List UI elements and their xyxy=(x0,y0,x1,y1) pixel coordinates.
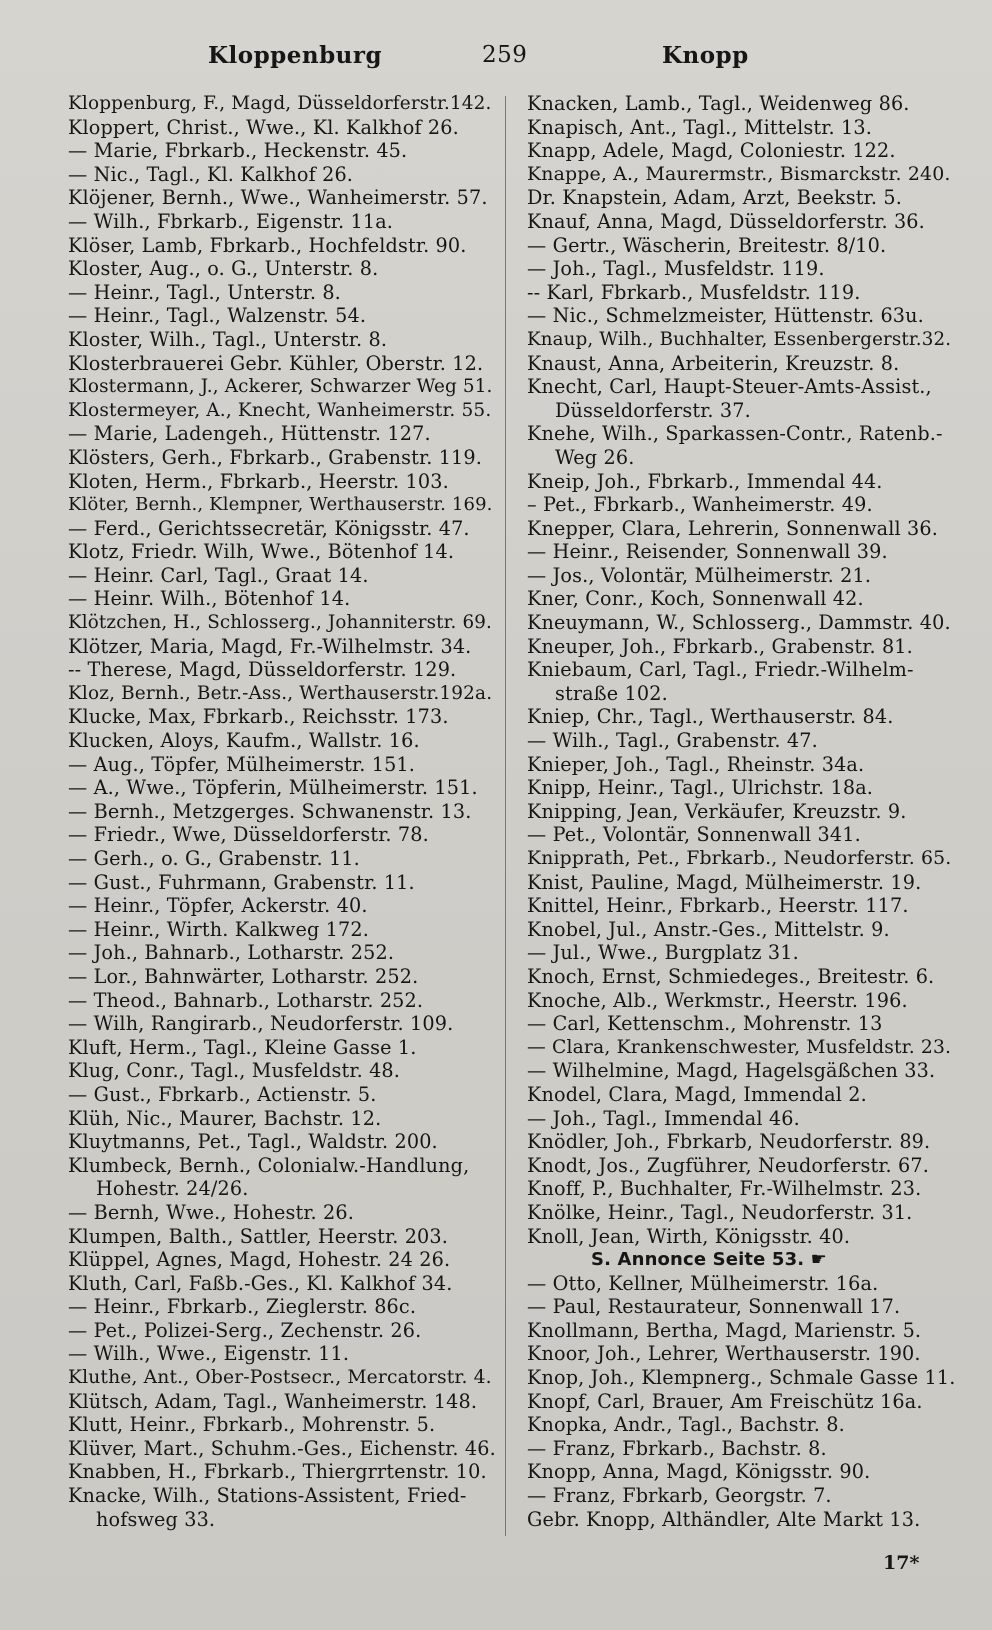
directory-entry: Klutt, Heinr., Fbrkarb., Mohrenstr. 5. xyxy=(68,1413,436,1437)
directory-entry: Klöjener, Bernh., Wwe., Wanheimerstr. 57. xyxy=(68,186,488,210)
directory-entry: — Heinr., Wirth. Kalkweg 172. xyxy=(68,917,369,941)
directory-entry: — Heinr., Tagl., Walzenstr. 54. xyxy=(68,304,367,328)
entry-continuation: Düsseldorferstr. 37. xyxy=(555,398,751,422)
directory-entry: — Gertr., Wäscherin, Breitestr. 8/10. xyxy=(527,233,887,257)
directory-entry: Klüver, Mart., Schuhm.-Ges., Eichenstr. 46. xyxy=(68,1436,496,1460)
directory-entry: — Jos., Volontär, Mülheimerstr. 21. xyxy=(527,563,872,587)
directory-entry: — Bernh, Wwe., Hohestr. 26. xyxy=(68,1200,355,1224)
directory-entry: — Otto, Kellner, Mülheimerstr. 16a. xyxy=(527,1271,879,1295)
directory-entry: — Theod., Bahnarb., Lotharstr. 252. xyxy=(68,988,424,1012)
directory-entry: — Pet., Volontär, Sonnenwall 341. xyxy=(527,823,861,847)
directory-entry: — Heinr., Fbrkarb., Zieglerstr. 86c. xyxy=(68,1295,417,1319)
directory-entry: Kloster, Wilh., Tagl., Unterstr. 8. xyxy=(68,327,388,351)
directory-entry: Kniebaum, Carl, Tagl., Friedr.-Wilhelm- xyxy=(527,658,914,682)
entry-continuation: hofsweg 33. xyxy=(96,1507,216,1531)
directory-entry: Knipp, Heinr., Tagl., Ulrichstr. 18a. xyxy=(527,776,874,800)
directory-entry: — Lor., Bahnwärter, Lotharstr. 252. xyxy=(68,964,419,988)
directory-entry: Klötzer, Maria, Magd, Fr.-Wilhelmstr. 34. xyxy=(68,634,472,658)
right-column xyxy=(527,92,955,1531)
directory-entry: — Pet., Polizei-Serg., Zechenstr. 26. xyxy=(68,1318,422,1342)
directory-entry: — Marie, Fbrkarb., Heckenstr. 45. xyxy=(68,139,408,163)
directory-entry: — Franz, Fbrkarb, Georgstr. 7. xyxy=(527,1484,832,1508)
directory-entry: Knacken, Lamb., Tagl., Weidenweg 86. xyxy=(527,92,910,115)
directory-entry: Klöser, Lamb, Fbrkarb., Hochfeldstr. 90. xyxy=(68,233,467,257)
directory-entry: — Ferd., Gerichtssecretär, Königsstr. 47. xyxy=(68,516,470,540)
directory-entry: Knobel, Jul., Anstr.-Ges., Mittelstr. 9. xyxy=(527,917,890,941)
directory-entry: Knapp, Adele, Magd, Coloniestr. 122. xyxy=(527,139,896,163)
directory-entry: Knappe, A., Maurermstr., Bismarckstr. 240. xyxy=(527,162,951,185)
page-header xyxy=(0,42,992,78)
directory-entry: — Franz, Fbrkarb., Bachstr. 8. xyxy=(527,1436,827,1460)
directory-entry: Klüppel, Agnes, Magd, Hohestr. 24 26. xyxy=(68,1248,451,1272)
directory-entry: — A., Wwe., Töpferin, Mülheimerstr. 151. xyxy=(68,776,478,800)
directory-entry: Knodel, Clara, Magd, Immendal 2. xyxy=(527,1082,867,1106)
directory-entry: Kneuper, Joh., Fbrkarb., Grabenstr. 81. xyxy=(527,634,913,658)
directory-entry: Knopka, Andr., Tagl., Bachstr. 8. xyxy=(527,1413,845,1437)
entry-continuation: Weg 26. xyxy=(555,445,635,469)
directory-entry: — Wilh., Wwe., Eigenstr. 11. xyxy=(68,1342,350,1366)
directory-entry: Klostermann, J., Ackerer, Schwarzer Weg 51. xyxy=(68,376,493,398)
directory-entry: Klug, Conr., Tagl., Musfeldstr. 48. xyxy=(68,1059,401,1083)
directory-entry: Knödler, Joh., Fbrkarb, Neudorferstr. 89. xyxy=(527,1130,931,1154)
directory-entry: Klucken, Aloys, Kaufm., Wallstr. 16. xyxy=(68,729,420,753)
directory-entry: Kloppenburg, F., Magd, Düsseldorferstr.142. xyxy=(68,93,492,114)
directory-entry: Klostermeyer, A., Knecht, Wanheimerstr. 55. xyxy=(68,399,492,421)
directory-entry: Klütsch, Adam, Tagl., Wanheimerstr. 148. xyxy=(68,1389,478,1413)
directory-entry: — Aug., Töpfer, Mülheimerstr. 151. xyxy=(68,752,416,776)
directory-entry: -- Therese, Magd, Düsseldorferstr. 129. xyxy=(68,658,457,682)
directory-entry: Knoch, Ernst, Schmiedeges., Breitestr. 6. xyxy=(527,964,935,988)
directory-entry: -- Karl, Fbrkarb., Musfeldstr. 119. xyxy=(527,280,861,304)
directory-entry: Knodt, Jos., Zugführer, Neudorferstr. 67. xyxy=(527,1153,930,1177)
directory-entry: Knittel, Heinr., Fbrkarb., Heerstr. 117. xyxy=(527,894,909,918)
directory-entry: Kluth, Carl, Faßb.-Ges., Kl. Kalkhof 34. xyxy=(68,1271,453,1295)
directory-entry: — Gust., Fuhrmann, Grabenstr. 11. xyxy=(68,870,415,894)
directory-entry: — Heinr., Reisender, Sonnenwall 39. xyxy=(527,540,888,564)
directory-entry: Knaust, Anna, Arbeiterin, Kreuzstr. 8. xyxy=(527,351,900,375)
entry-continuation: straße 102. xyxy=(555,681,668,705)
directory-entry: Gebr. Knopp, Althändler, Alte Markt 13. xyxy=(527,1507,921,1531)
directory-entry: — Carl, Kettenschm., Mohrenstr. 13 xyxy=(527,1012,883,1036)
directory-entry: Kniep, Chr., Tagl., Werthauserstr. 84. xyxy=(527,705,894,729)
directory-entry: Klumbeck, Bernh., Colonialw.-Handlung, xyxy=(68,1153,470,1177)
directory-entry: Knehe, Wilh., Sparkassen-Contr., Ratenb.- xyxy=(527,422,943,446)
directory-entry: Klotz, Friedr. Wilh, Wwe., Bötenhof 14. xyxy=(68,540,455,564)
header-last-name: Knopp xyxy=(662,42,749,69)
directory-entry: Klösters, Gerh., Fbrkarb., Grabenstr. 119. xyxy=(68,445,483,469)
directory-entry: Kneip, Joh., Fbrkarb., Immendal 44. xyxy=(527,469,883,493)
signature-mark: 17* xyxy=(883,1552,920,1574)
directory-entry: Knop, Joh., Klempnerg., Schmale Gasse 11. xyxy=(527,1366,956,1390)
directory-entry: Knacke, Wilh., Stations-Assistent, Fried- xyxy=(68,1484,467,1508)
directory-entry: Knoll, Jean, Wirth, Königsstr. 40. xyxy=(527,1224,851,1248)
directory-entry: Kneuymann, W., Schlosserg., Dammstr. 40. xyxy=(527,611,951,635)
directory-entry: — Wilh., Fbrkarb., Eigenstr. 11a. xyxy=(68,209,394,233)
directory-entry: Kloten, Herm., Fbrkarb., Heerstr. 103. xyxy=(68,469,449,493)
directory-entry: — Heinr. Wilh., Bötenhof 14. xyxy=(68,587,351,611)
directory-entry: — Clara, Krankenschwester, Musfeldstr. 23. xyxy=(527,1036,952,1058)
directory-entry: Knecht, Carl, Haupt-Steuer-Amts-Assist., xyxy=(527,375,932,399)
directory-entry: Klucke, Max, Fbrkarb., Reichsstr. 173. xyxy=(68,705,449,729)
directory-entry: — Wilh, Rangirarb., Neudorferstr. 109. xyxy=(68,1012,454,1036)
directory-entry: — Nic., Tagl., Kl. Kalkhof 26. xyxy=(68,162,354,186)
directory-entry: — Joh., Tagl., Musfeldstr. 119. xyxy=(527,257,825,281)
directory-entry: — Heinr., Tagl., Unterstr. 8. xyxy=(68,280,341,304)
directory-entry: — Gerh., o. G., Grabenstr. 11. xyxy=(68,847,360,870)
directory-entry: Kloppert, Christ., Wwe., Kl. Kalkhof 26. xyxy=(68,115,459,139)
directory-entry: Knoor, Joh., Lehrer, Werthauserstr. 190. xyxy=(527,1342,921,1366)
directory-entry: — Marie, Ladengeh., Hüttenstr. 127. xyxy=(68,422,431,446)
directory-entry: — Joh., Tagl., Immendal 46. xyxy=(527,1106,800,1130)
directory-entry: Klüh, Nic., Maurer, Bachstr. 12. xyxy=(68,1106,382,1130)
directory-entry: — Heinr., Töpfer, Ackerstr. 40. xyxy=(68,894,368,918)
directory-entry: Kluytmanns, Pet., Tagl., Waldstr. 200. xyxy=(68,1130,438,1154)
directory-entry: Knipping, Jean, Verkäufer, Kreuzstr. 9. xyxy=(527,799,907,823)
directory-entry: — Jul., Wwe., Burgplatz 31. xyxy=(527,941,799,965)
directory-entry: Knapisch, Ant., Tagl., Mittelstr. 13. xyxy=(527,115,872,139)
advertisement-reference: S. Annonce Seite 53. ☛ xyxy=(591,1249,827,1271)
directory-entry: Kluft, Herm., Tagl., Kleine Gasse 1. xyxy=(68,1035,417,1059)
directory-entry: — Gust., Fbrkarb., Actienstr. 5. xyxy=(68,1082,377,1106)
directory-entry: Knölke, Heinr., Tagl., Neudorferstr. 31. xyxy=(527,1200,913,1224)
left-column xyxy=(68,92,496,1531)
directory-entry: Knollmann, Bertha, Magd, Marienstr. 5. xyxy=(527,1318,922,1342)
directory-entry: — Paul, Restaurateur, Sonnenwall 17. xyxy=(527,1295,901,1319)
directory-entry: Knoff, P., Buchhalter, Fr.-Wilhelmstr. 23. xyxy=(527,1177,922,1201)
directory-entry: Klöter, Bernh., Klempner, Werthauserstr. 169. xyxy=(68,494,493,516)
directory-entry: — Friedr., Wwe, Düsseldorferstr. 78. xyxy=(68,823,429,847)
directory-entry: Knist, Pauline, Magd, Mülheimerstr. 19. xyxy=(527,870,922,894)
directory-entry: Knaup, Wilh., Buchhalter, Essenbergerstr.32. xyxy=(527,328,952,350)
entry-continuation: Hohestr. 24/26. xyxy=(96,1177,249,1201)
column-divider xyxy=(505,96,506,1536)
directory-entry: Kner, Conr., Koch, Sonnenwall 42. xyxy=(527,587,864,611)
directory-entry: Klötzchen, H., Schlosserg., Johanniterstr. 69. xyxy=(68,612,492,634)
directory-entry: — Joh., Bahnarb., Lotharstr. 252. xyxy=(68,941,395,965)
directory-entry: Klumpen, Balth., Sattler, Heerstr. 203. xyxy=(68,1224,449,1248)
directory-entry: — Wilh., Tagl., Grabenstr. 47. xyxy=(527,729,818,753)
directory-entry: – Pet., Fbrkarb., Wanheimerstr. 49. xyxy=(527,493,873,517)
directory-entry: Knipprath, Pet., Fbrkarb., Neudorferstr. 65. xyxy=(527,848,952,869)
directory-entry: Dr. Knapstein, Adam, Arzt, Beekstr. 5. xyxy=(527,186,902,210)
directory-entry: Knopp, Anna, Magd, Königsstr. 90. xyxy=(527,1460,871,1484)
directory-entry: Knabben, H., Fbrkarb., Thiergrrtenstr. 10. xyxy=(68,1460,487,1484)
directory-entry: Knepper, Clara, Lehrerin, Sonnenwall 36. xyxy=(527,516,939,540)
directory-entry: — Nic., Schmelzmeister, Hüttenstr. 63u. xyxy=(527,304,924,328)
directory-entry: Knauf, Anna, Magd, Düsseldorferstr. 36. xyxy=(527,209,925,233)
directory-entry: Kloz, Bernh., Betr.-Ass., Werthauserstr.192a. xyxy=(68,682,493,704)
header-first-name: Kloppenburg xyxy=(208,42,383,69)
directory-entry: — Wilhelmine, Magd, Hagelsgäßchen 33. xyxy=(527,1059,936,1083)
directory-entry: Knopf, Carl, Brauer, Am Freischütz 16a. xyxy=(527,1389,923,1413)
page-number: 259 xyxy=(482,42,528,68)
directory-entry: Knieper, Joh., Tagl., Rheinstr. 34a. xyxy=(527,752,865,776)
directory-entry: — Heinr. Carl, Tagl., Graat 14. xyxy=(68,563,369,587)
directory-entry: Kluthe, Ant., Ober-Postsecr., Mercatorstr. 4. xyxy=(68,1367,492,1389)
directory-entry: Klosterbrauerei Gebr. Kühler, Oberstr. 12. xyxy=(68,351,484,375)
directory-entry: Knoche, Alb., Werkmstr., Heerstr. 196. xyxy=(527,988,908,1012)
directory-entry: — Bernh., Metzgerges. Schwanenstr. 13. xyxy=(68,799,472,823)
directory-entry: Kloster, Aug., o. G., Unterstr. 8. xyxy=(68,257,379,281)
